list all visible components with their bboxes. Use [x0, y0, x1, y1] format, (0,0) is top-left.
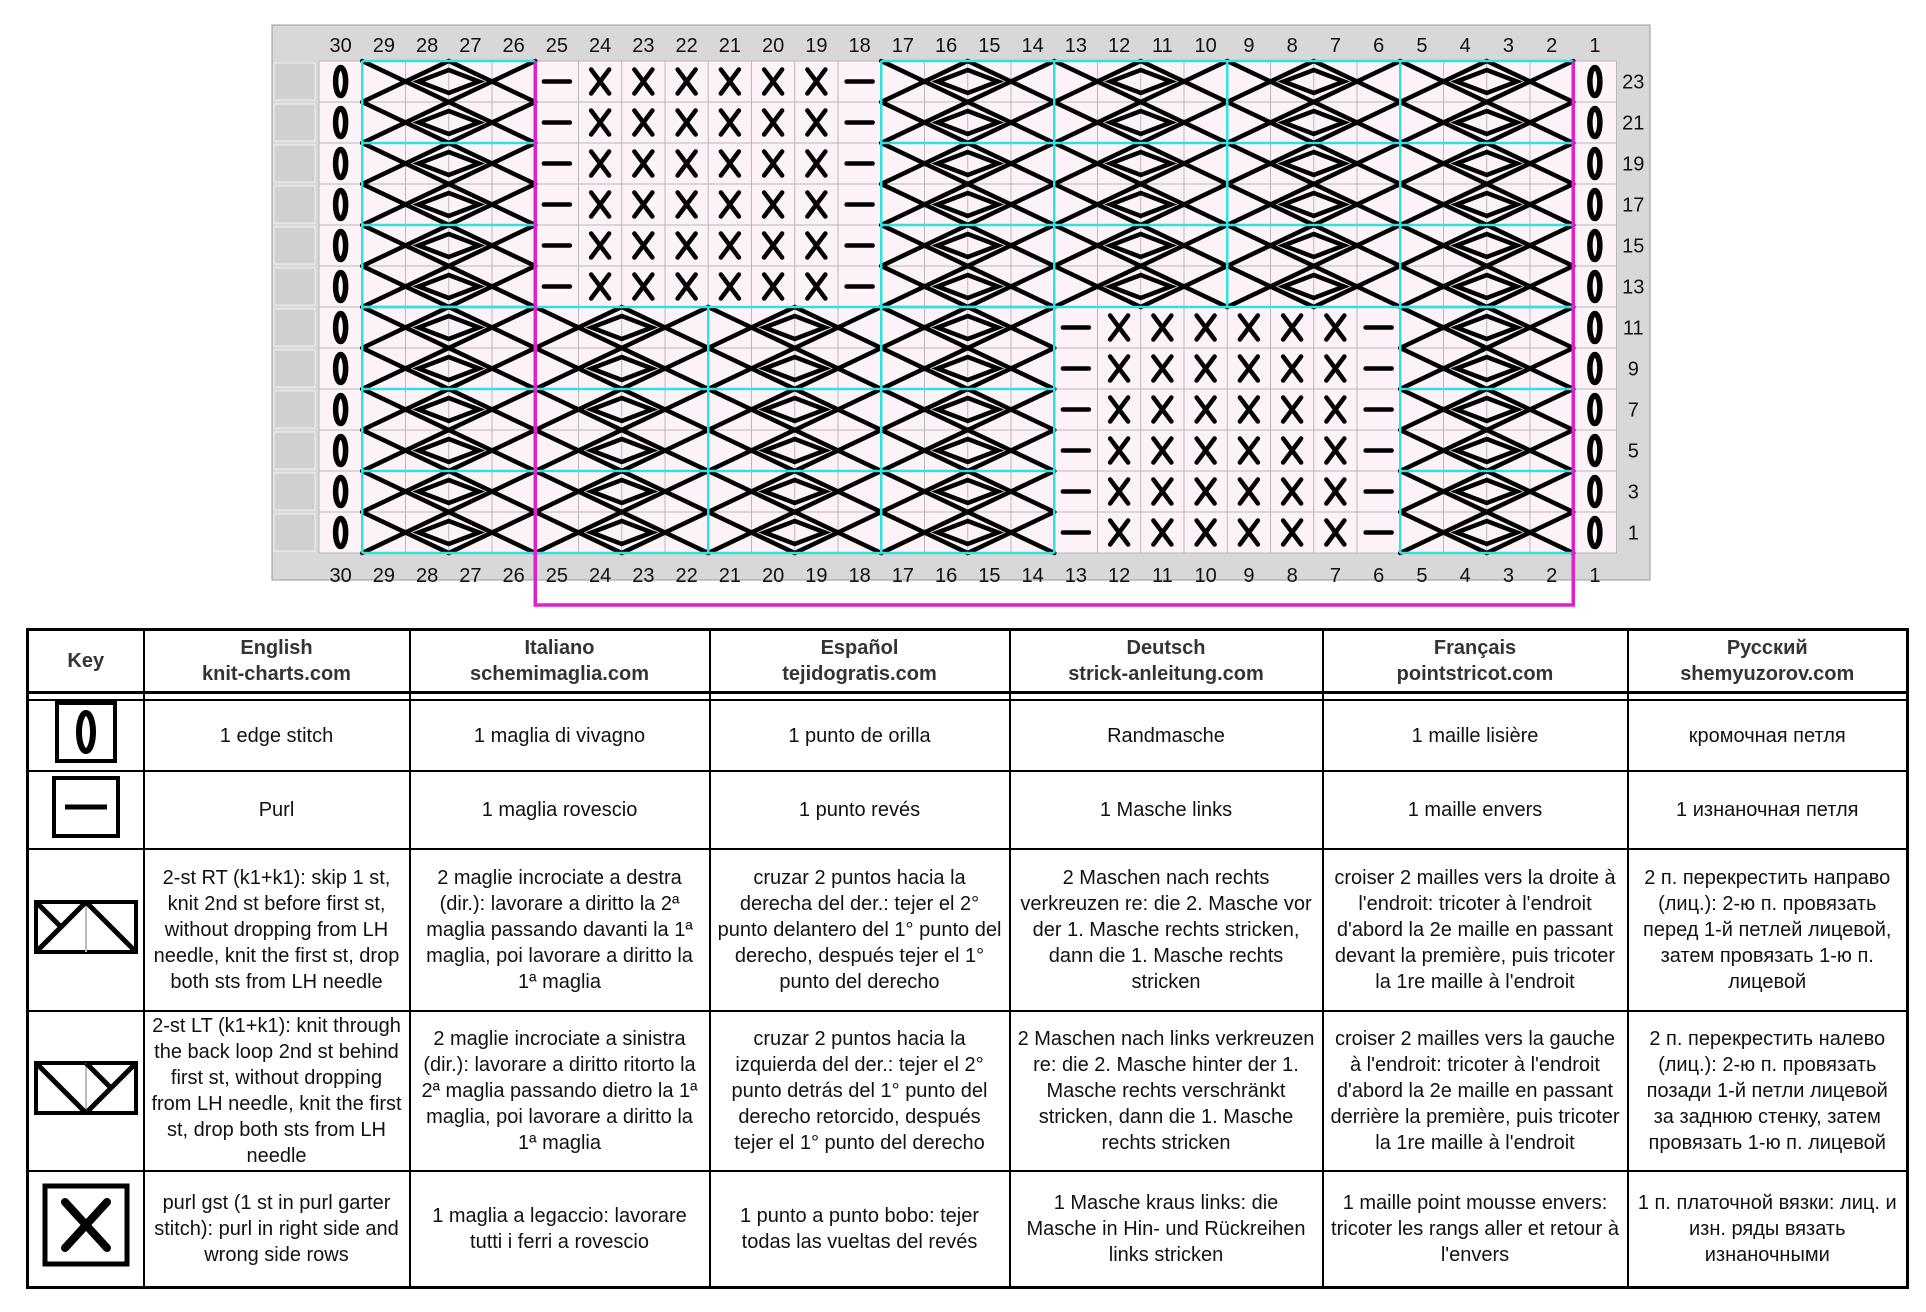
column-number: 11 [1151, 565, 1173, 587]
key-text: 2 maglie incrociate a sinistra (dir.): lavorare a diritto ritorto la 2ª maglia passando dietro la 1ª maglia, poi lavorare a diritto la 1ª maglia [410, 1011, 710, 1171]
column-number: 15 [978, 35, 1001, 57]
row-number: 15 [1622, 235, 1645, 258]
key-text: 1 maille envers [1323, 771, 1628, 849]
key-symbol-cell [28, 700, 144, 771]
key-row-right-cross [28, 849, 1908, 1011]
key-text: кромочная петля [1628, 700, 1908, 771]
language-name: Deutsch [1126, 637, 1206, 659]
key-text: 2 п. перекрестить налево (лиц.): 2-ю п. провязать позади 1-й петли лицевой за заднюю стенку, затем провязать 1-ю п. лицевой [1628, 1011, 1908, 1171]
key-text: Purl [144, 771, 410, 849]
key-symbol-cell [28, 1011, 144, 1171]
column-number: 7 [1329, 565, 1341, 587]
language-site: knit-charts.com [202, 663, 351, 685]
column-number: 8 [1286, 35, 1298, 57]
language-site: schemimaglia.com [470, 663, 649, 685]
row-number: 9 [1627, 358, 1639, 381]
key-text: 1 maille point mousse envers: tricoter les rangs aller et retour à l'envers [1323, 1171, 1628, 1287]
key-text: Randmasche [1010, 700, 1323, 771]
row-ruler-box [274, 268, 315, 305]
key-text: 2-st RT (k1+k1): skip 1 st, knit 2nd st before first st, without dropping from LH needle, knit the first st, drop both sts from LH needle [144, 849, 410, 1011]
key-text: 2 maglie incrociate a destra (dir.): lavorare a diritto la 2ª maglia passando davanti la 1ª maglia, poi lavorare a diritto la 1ª maglia [410, 849, 710, 1011]
key-text: 1 п. платочной вязки: лиц. и изн. ряды вязать изнаночными [1628, 1171, 1908, 1287]
row-ruler-box [274, 309, 315, 346]
row-number: 1 [1627, 522, 1639, 545]
column-number: 11 [1151, 35, 1173, 57]
row-ruler-box [274, 186, 315, 223]
key-text: 2 п. перекрестить направо (лиц.): 2-ю п. провязать перед 1-й петлей лицевой, затем провязать 1-ю п. лицевой [1628, 849, 1908, 1011]
row-ruler-box [274, 473, 315, 510]
column-number: 28 [416, 565, 439, 587]
row-number: 11 [1622, 317, 1644, 340]
column-number: 25 [545, 35, 568, 57]
left-cross-icon [33, 1060, 139, 1116]
row-ruler-box [274, 145, 315, 182]
column-number: 9 [1243, 565, 1255, 587]
column-number: 12 [1108, 565, 1131, 587]
key-text: 1 punto de orilla [710, 700, 1010, 771]
language-site: tejidogratis.com [782, 663, 937, 685]
column-number: 19 [805, 35, 828, 57]
column-number: 1 [1589, 35, 1601, 57]
garter-purl-icon [41, 1182, 131, 1268]
key-text: 1 изнаночная петля [1628, 771, 1908, 849]
column-number: 13 [1064, 35, 1087, 57]
row-ruler-box [274, 63, 315, 100]
column-number: 3 [1502, 35, 1514, 57]
key-text: 1 maglia rovescio [410, 771, 710, 849]
column-number: 21 [718, 35, 741, 57]
key-text: 1 maglia di vivagno [410, 700, 710, 771]
key-text: cruzar 2 puntos hacia la izquierda del der.: tejer el 2° punto detrás del 1° punto del derecho retorcido, después tejer el 1° punto del derecho [710, 1011, 1010, 1171]
column-number: 4 [1459, 35, 1471, 57]
row-number: 5 [1627, 440, 1639, 463]
key-text: purl gst (1 st in purl garter stitch): purl in right side and wrong side rows [144, 1171, 410, 1287]
column-number: 14 [1021, 565, 1044, 587]
key-header-francais [1323, 630, 1628, 693]
column-number: 12 [1108, 35, 1131, 57]
column-number: 22 [675, 565, 698, 587]
row-ruler-box [274, 514, 315, 551]
column-number: 6 [1373, 565, 1385, 587]
column-number: 3 [1502, 565, 1514, 587]
key-text: croiser 2 mailles vers la gauche à l'endroit: tricoter à l'endroit d'abord la 2e maille en passant derrière la première, puis tricoter la 1re maille à l'endroit [1323, 1011, 1628, 1171]
purl-icon [49, 774, 123, 840]
column-number: 27 [459, 565, 482, 587]
key-symbol-cell [28, 849, 144, 1011]
key-text: 1 punto revés [710, 771, 1010, 849]
key-header-espanol [710, 630, 1010, 693]
key-header-russian [1628, 630, 1908, 693]
row-ruler-box [274, 391, 315, 428]
row-number: 3 [1627, 481, 1639, 504]
row-number: 17 [1622, 194, 1645, 217]
row-ruler-box [274, 432, 315, 469]
key-row-purl [28, 771, 1908, 849]
column-number: 28 [416, 35, 439, 57]
column-number: 13 [1064, 565, 1087, 587]
key-header-english [144, 630, 410, 693]
column-number: 1 [1589, 565, 1601, 587]
column-number: 16 [935, 565, 958, 587]
column-number: 24 [589, 565, 612, 587]
column-number: 5 [1416, 35, 1428, 57]
column-number: 4 [1459, 565, 1471, 587]
key-header-row [28, 630, 1908, 693]
key-text: 2 Maschen nach rechts verkreuzen re: die 2. Masche vor der 1. Masche rechts stricken, dann die 1. Masche rechts stricken [1010, 849, 1323, 1011]
column-number: 18 [848, 565, 871, 587]
row-number: 7 [1627, 399, 1639, 422]
row-ruler-box [274, 227, 315, 264]
key-text: cruzar 2 puntos hacia la derecha del der.: tejer el 2° punto delantero del 1° punto del derecho, después tejer el 1° punto del derecho [710, 849, 1010, 1011]
row-number: 21 [1622, 112, 1645, 135]
column-number: 27 [459, 35, 482, 57]
column-number: 6 [1373, 35, 1385, 57]
column-number: 23 [632, 35, 655, 57]
row-ruler-box [274, 104, 315, 141]
language-name: Español [820, 637, 899, 659]
language-site: pointstricot.com [1396, 663, 1554, 685]
column-number: 10 [1194, 35, 1217, 57]
key-text: 1 Masche kraus links: die Masche in Hin- und Rückreihen links stricken [1010, 1171, 1323, 1287]
key-symbol-cell [28, 771, 144, 849]
column-number: 14 [1021, 35, 1044, 57]
key-row-left-cross [28, 1011, 1908, 1171]
stitch-key-table [26, 628, 1909, 1289]
column-number: 26 [502, 35, 525, 57]
column-number: 23 [632, 565, 655, 587]
column-number: 9 [1243, 35, 1255, 57]
column-number: 20 [762, 565, 785, 587]
column-number: 10 [1194, 565, 1217, 587]
language-site: strick-anleitung.com [1068, 663, 1264, 685]
column-number: 20 [762, 35, 785, 57]
key-row-edge-stitch [28, 700, 1908, 771]
column-number: 16 [935, 35, 958, 57]
column-number: 21 [718, 565, 741, 587]
column-number: 30 [329, 565, 352, 587]
language-name: Français [1433, 637, 1517, 659]
language-site: shemyuzorov.com [1680, 663, 1855, 685]
column-number: 8 [1286, 565, 1298, 587]
key-text: 1 maille lisière [1323, 700, 1628, 771]
key-text: 1 maglia a legaccio: lavorare tutti i ferri a rovescio [410, 1171, 710, 1287]
key-header-deutsch [1010, 630, 1323, 693]
row-number: 19 [1622, 153, 1645, 176]
column-number: 17 [891, 565, 914, 587]
column-number: 2 [1546, 565, 1558, 587]
column-number: 19 [805, 565, 828, 587]
row-number: 13 [1622, 276, 1645, 299]
language-name: English [240, 637, 313, 659]
language-name: Русский [1726, 637, 1808, 659]
column-number: 24 [589, 35, 612, 57]
column-number: 30 [329, 35, 352, 57]
key-corner: Key [28, 630, 144, 693]
key-text: croiser 2 mailles vers la droite à l'endroit: tricoter à l'endroit d'abord la 2e maille en passant devant la première, puis tricoter la 1re maille à l'endroit [1323, 849, 1628, 1011]
column-number: 17 [891, 35, 914, 57]
key-header-italiano [410, 630, 710, 693]
key-text: 1 Masche links [1010, 771, 1323, 849]
column-number: 22 [675, 35, 698, 57]
column-number: 15 [978, 565, 1001, 587]
column-number: 29 [372, 565, 395, 587]
knitting-chart [0, 0, 1926, 620]
key-text: 2 Maschen nach links verkreuzen re: die 2. Masche hinter der 1. Masche rechts verschränkt stricken, dann die 1. Masche rechts stricken [1010, 1011, 1323, 1171]
column-number: 2 [1546, 35, 1558, 57]
key-row-garter-purl [28, 1171, 1908, 1287]
column-number: 7 [1329, 35, 1341, 57]
key-separator [28, 693, 1908, 701]
key-symbol-cell [28, 1171, 144, 1287]
column-number: 5 [1416, 565, 1428, 587]
row-ruler-box [274, 350, 315, 387]
column-number: 25 [545, 565, 568, 587]
edge-stitch-icon [51, 701, 121, 763]
right-cross-icon [33, 899, 139, 955]
column-number: 26 [502, 565, 525, 587]
language-name: Italiano [524, 637, 595, 659]
row-number: 23 [1622, 71, 1645, 94]
key-text: 1 edge stitch [144, 700, 410, 771]
column-number: 18 [848, 35, 871, 57]
key-text: 1 punto a punto bobo: tejer todas las vueltas del revés [710, 1171, 1010, 1287]
column-number: 29 [372, 35, 395, 57]
key-text: 2-st LT (k1+k1): knit through the back loop 2nd st behind first st, without dropping from LH needle, knit the first st, drop both sts from LH needle [144, 1011, 410, 1171]
